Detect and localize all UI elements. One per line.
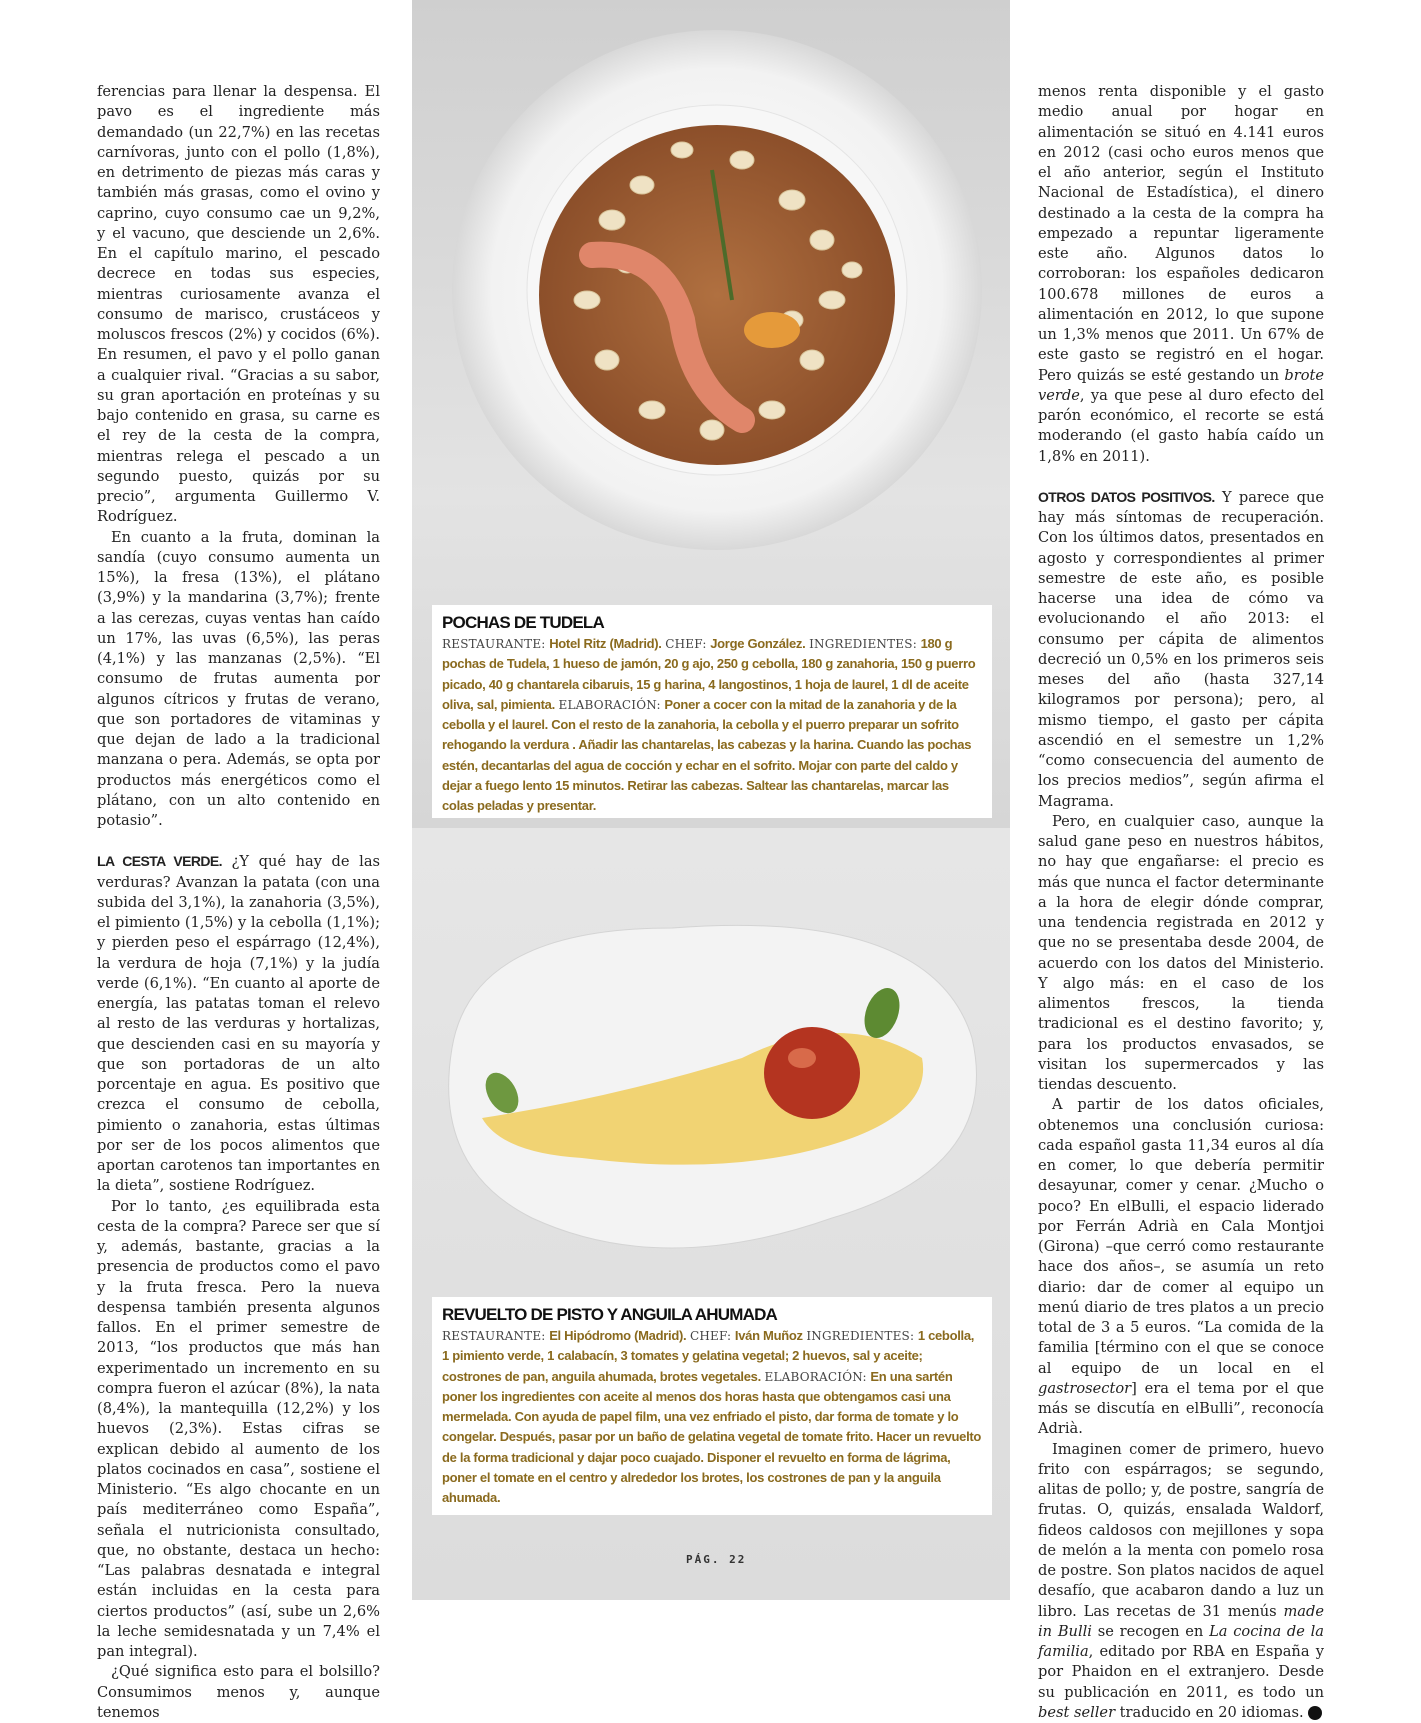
paragraph-text: Imaginen comer de primero, huevo frito con espárragos; se segundo, alitas de pollo; y, de postre, sangría de frutas. O, quizás, ensalada Waldorf, fideos caldosos con mejillones y sopa de melón a la menta con pomelo rosa de postre. Son platos nacidos de aquel desafío, que acabaron dando a luz un libro. Las recetas de 31 menús	[1038, 1441, 1324, 1620]
elaboration-text: En una sartén poner los ingredientes con aceite al menos dos horas hasta que obtengamos casi una mermelada. Con ayuda de papel film, una vez enfriado el pisto, dar forma de tomate y lo congelar. Después, pasar por un baño de gelatina vegetal de tomate frito. Hacer un revuelto de la forma tradicional y dajar poco cuajado. Disponer el revuelto en forma de lágrima, poner el tomate en el centro y alrededor los brotes, los costrones de pan y la anguila ahumada.	[442, 1369, 981, 1506]
italic-text: best seller	[1038, 1704, 1115, 1721]
elaboration-label: ELABORACIÓN:	[765, 1370, 867, 1384]
recipe-card-pochas	[432, 605, 992, 818]
page-number: PÁG. 22	[686, 1553, 746, 1566]
elaboration-label: ELABORACIÓN:	[559, 698, 661, 712]
restaurant-label: RESTAURANTE:	[442, 637, 546, 651]
section-lead: OTROS DATOS POSITIVOS.	[1038, 489, 1215, 505]
paragraph-text: ¿Y qué hay de las verduras? Avanzan la patata (con una subida del 3,1%), la zanahoria (3,5%), el pimiento (1,5%) y la cebolla (1,1%); y pierden peso el espárrago (12,4%), la verdura de hoja (7,1%) y la judía verde (6,1%). “En cuanto al aporte de energía, las patatas toman el relevo al resto de las verduras y hortalizas, que descienden casi en su mayoría y que son portadoras de un alto porcentaje en agua. Es positivo que crezca el consumo de cebolla, pimiento o zanahoria, estas últimas por ser de los pocos alimentos que aportan carotenos tan importantes en la dieta”, sostiene Rodríguez.	[97, 853, 380, 1194]
paragraph-text: ] era el tema por el que más se discutía en elBulli”, reconocía Adrià.	[1038, 1380, 1324, 1438]
section-lead: LA CESTA VERDE.	[97, 853, 222, 869]
restaurant-name: Hotel Ritz (Madrid).	[549, 636, 661, 651]
paragraph	[1038, 487, 1324, 812]
italic-text: brote verde	[1038, 367, 1324, 404]
italic-text: La cocina de la familia	[1038, 1623, 1324, 1660]
paragraph: Pero, en cualquier caso, aunque la salud gane peso en nuestros hábitos, no hay que engañarse: el precio es más que nunca el factor determinante a la hora de elegir dónde comprar, una tendencia registrada en 2012 y que no se presentaba desde 2004, de acuerdo con los datos del Ministerio. Y algo más: en el caso de los alimentos frescos, la tienda tradicional es el destino favorito; y, para los productos envasados, se visitan los supermercados y las tiendas descuento.	[1038, 812, 1324, 1096]
paragraph	[97, 851, 380, 1196]
paragraph-text: traducido en 20 idiomas.	[1115, 1704, 1304, 1721]
recipe-title: POCHAS DE TUDELA	[442, 613, 982, 632]
paragraph-text: , editado por RBA en España y por Phaidon en el extranjero. Desde su publicación en 2011, es todo un	[1038, 1643, 1324, 1701]
pochas-plate-illustration	[412, 0, 1010, 600]
chef-name: Jorge González.	[710, 636, 805, 651]
paragraph	[1038, 1095, 1324, 1439]
paragraph-text: , ya que pese al duro efecto del parón económico, el recorte se está moderando (el gasto había caído un 1,8% en 2011).	[1038, 387, 1324, 465]
chef-label: CHEF:	[665, 637, 706, 651]
paragraph: En cuanto a la fruta, dominan la sandía (cuyo consumo aumenta un 15%), la fresa (13%), el plátano (3,9%) y la mandarina (3,7%); frente a las cerezas, cuyas ventas han caído un 17%, las uvas (6,5%), las peras (4,1%) y las manzanas (2,5%). “El consumo de frutas aumenta por algunos cítricos y frutas de verano, que son portadores de vitaminas y que dejan de lado a la tradicional manzana o pera. Además, se opta por productos más energéticos como el plátano, con un alto contenido en potasio”.	[97, 528, 380, 832]
restaurant-name: El Hipódromo (Madrid).	[549, 1328, 686, 1343]
ingredients-text: 180 g pochas de Tudela, 1 hueso de jamón, 20 g ajo, 250 g cebolla, 180 g zanahoria, 150 g puerro picado, 40 g chantarela cibaruis, 15 g harina, 4 langostinos, 1 hoja de laurel, 1 dl de aceite oliva, sal, pimienta.	[442, 636, 975, 712]
end-of-article-icon: ✕	[1308, 1706, 1322, 1720]
right-text-column	[1038, 82, 1324, 1723]
paragraph	[1038, 82, 1324, 467]
paragraph-text: A partir de los datos oficiales, obtenemos una conclusión curiosa: cada español gasta 11,34 euros al día en comer, lo que debería permitir desayunar, comer y cenar. ¿Mucho o poco? En elBulli, el espacio liderado por Ferrán Adrià en Cala Montjoi (Girona) –que cerró como restaurante hace dos años–, se asumía un reto diario: dar de comer al equipo un menú diario de tres platos a un precio total de 3 a 5 euros. “La comida de la familia [término con el que se conoce al equipo de un local en el	[1038, 1096, 1324, 1376]
recipe-card-revuelto	[432, 1297, 992, 1515]
ingredients-label: INGREDIENTES:	[809, 637, 917, 651]
paragraph: Por lo tanto, ¿es equilibrada esta cesta de la compra? Parece ser que sí y, además, bastante, gracias a la presencia de productos como el pavo y la fruta fresca. Pero la nueva despensa también presenta algunos fallos. En el primer semestre de 2013, “los productos que más han experimentado un incremento en su compra fueron el azúcar (8%), la nata (8,4%), la mantequilla (12,2%) y los huevos (2,3%). Estas cifras se explican debido al aumento de los platos cocinados en casa”, sostiene el Ministerio. “Es algo chocante en un país mediterráneo como España”, señala el nutricionista consultado, que, no obstante, destaca un hecho: “Las palabras desnatada e integral están incluidas en la cesta para ciertos productos” (así, sube un 2,6% la leche semidesnatada y un 7,4% el pan integral).	[97, 1197, 380, 1663]
photo-panel	[412, 0, 1010, 1600]
recipe-title: REVUELTO DE PISTO Y ANGUILA AHUMADA	[442, 1305, 982, 1324]
paragraph-text: menos renta disponible y el gasto medio anual por hogar en alimentación se situó en 4.141 euros en 2012 (casi ocho euros menos que el año anterior, según el Instituto Nacional de Estadística), el dinero destinado a la cesta de la compra ha empezado a repuntar ligeramente este año. Algunos datos lo corroboran: los españoles dedicaron 100.678 millones de euros a alimentación en 2012, lo que supone un 1,3% menos que 2011. Un 67% de este gasto se registró en el hogar. Pero quizás se esté gestando un	[1038, 83, 1324, 384]
italic-text: gastrosector	[1038, 1380, 1131, 1397]
paragraph: ¿Qué significa esto para el bolsillo? Consumimos menos y, aunque tenemos	[97, 1662, 380, 1723]
revuelto-plate-illustration	[412, 868, 1010, 1348]
recipe-column	[442, 1305, 982, 1509]
left-text-column	[97, 82, 380, 1723]
elaboration-text: Poner a cocer con la mitad de la zanahoria y de la cebolla y el laurel. Con el resto de la zanahoria, la cebolla y el puerro preparar un sofrito rehogando la verdura . Añadir las chantarelas, las cabezas y la harina. Cuando las pochas estén, decantarlas del agua de cocción y echar en el sofrito. Mojar con parte del caldo y dejar a fuego lento 15 minutos. Retirar las cabezas. Saltear las chantarelas, marcar las colas peladas y presentar.	[442, 697, 971, 813]
recipe-column	[442, 613, 982, 812]
chef-label: CHEF:	[690, 1329, 731, 1343]
paragraph-text: se recogen en	[1092, 1623, 1209, 1640]
restaurant-label: RESTAURANTE:	[442, 1329, 546, 1343]
paragraph-text: Y parece que hay más síntomas de recuperación. Con los últimos datos, presentados en agosto y correspondientes al primer semestre de este año, es posible hacerse una idea de cómo va evolucionando el año 2013: el consumo per cápita de alimentos decreció un 0,5% en los primeros seis meses del año (hasta 327,14 kilogramos por persona); pero, al mismo tiempo, el gasto per cápita ascendió en el semestre un 1,2% “como consecuencia del aumento de los precios medios”, según afirma el Magrama.	[1038, 489, 1324, 810]
paragraph: ferencias para llenar la despensa. El pavo es el ingrediente más demandado (un 22,7%) en las recetas carnívoras, junto con el pollo (1,8%), en detrimento de piezas más caras y también más grasas, como el ovino y caprino, cuyo consumo cae un 9,2%, y el vacuno, que desciende un 2,6%. En el capítulo marino, el pescado decrece en todas sus especies, mientras curiosamente avanza el consumo de marisco, crustáceos y moluscos frescos (2%) y cocidos (6%). En resumen, el pavo y el pollo ganan a cualquier rival. “Gracias a su sabor, su gran aportación en proteínas y su bajo contenido en grasa, su carne es el rey de la cesta de la compra, mientras relega el pescado a un segundo puesto, quizás por su precio”, argumenta Guillermo V. Rodríguez.	[97, 82, 380, 528]
ingredients-label: INGREDIENTES:	[806, 1329, 914, 1343]
paragraph	[1038, 1440, 1324, 1723]
italic-text: made in Bulli	[1038, 1603, 1324, 1640]
ingredients-text: 1 cebolla, 1 pimiento verde, 1 calabacín, 3 tomates y gelatina vegetal; 2 huevos, sal y aceite; costrones de pan, anguila ahumada, brotes vegetales.	[442, 1328, 974, 1384]
chef-name: Iván Muñoz	[735, 1328, 803, 1343]
